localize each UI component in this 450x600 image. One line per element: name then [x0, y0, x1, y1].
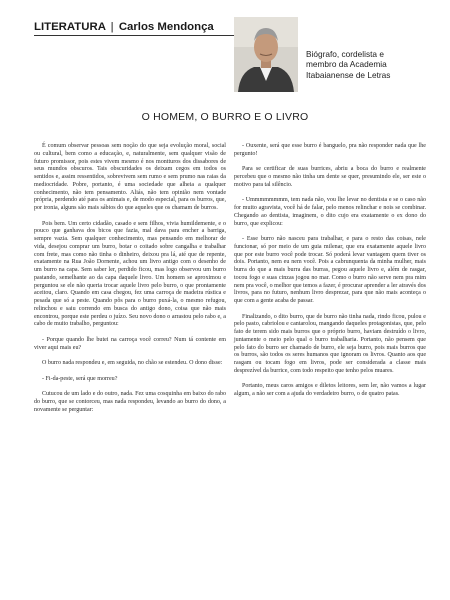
paragraph: - Porque quando lhe butei na carroça você correu? Num tá contente em viver aqui mais eu? [34, 336, 226, 351]
author-bio [306, 49, 436, 80]
paragraph: O burro nada respondeu e, em seguida, no chão se estendeu. O dono disse: [42, 360, 223, 366]
author-bio-line: membro da Academia [306, 59, 387, 70]
paragraph: Pois bem. Um certo cidadão, casado e sem filhos, vivia humildemente, e o pouco que ganhava dos bicos que fazia, mal dava para encher a barriga, sempre vazia. Sem qualquer conhecimento, mas pensando em melhorar de vida, desejou comprar um burro, botar o coitado sobre cangalha e trabalhar com frete, mas como não tinha o dinheiro, deixou pra lá, até que de repente, exatamente na Rua João Dornente, achou um livro antigo com o desenho de um burro na capa. Sem saber ler, perdido ficou, mas logo observou um burro pastando, semelhante ao da capa daquele livro. Um homem se aproximou e perguntou se ele não queria trocar aquele livro pelo burro, o que prontamente aceitou, claro. Quando em casa chegou, fez uma carroça de madeira rústica e pesada que só a peste. Quando pôs para o burro puxá-la, o mesmo refugou, relinchou e saiu correndo em busca do antigo dono, coisa que não mais encontrou, porque este perdeu o juízo. Seu novo dono o arrastou pelo rabo e, a cabo de muito trabalho, perguntou: [34, 220, 226, 328]
right-column [234, 143, 426, 407]
author-photo [234, 17, 298, 92]
paragraph: - Fi-da-peste, será que morreu? [42, 375, 118, 382]
left-column [34, 143, 226, 422]
paragraph: Cutucou de um lado e do outro, nada. Fez uma cosquinha em baixo do rabo do burro, que se contorceu, mas nada respondeu, levando ao burro do dono, a novamente se perguntar: [34, 391, 226, 413]
paragraph: É comum observar pessoas sem noção do que seja evolução moral, social ou cultural, bem como a educação, e, naturalmente, sem qualquer visão de futuro promissor, pois estes vivem mesmo é nos montturos dos dissabores de seus mundos obscuros. Tais obscuridades os deixam cegos em todos os sentidos e, assim ressentidos, sobrevivem sem rumo e sem prumo nas raias da mediocridade. Pobre, portanto, é uma sociedade que alheia a qualquer conhecimento, não tem pensamento. Aliás, não tem opinião nem vontade própria, perdendo até para os animais e, de modo especial, para os burros, que, por ironia, alguns são mais sábios do que aqueles que os chamam de burros. [34, 143, 226, 211]
header-separator: | [110, 21, 114, 33]
paragraph: - Esse burro não nasceu para trabalhar, e para o resto das coisas, nele funcionar, só por meio de um guia milenar, que era exatamente aquele livro que por este burro você pode trocar. Só poderá levar vantagem quem tiver os dois. Portanto, nem eu nem você. Pois a cabrunquenta da minha mulher, mais burra do que a mais burra das burras, pegou aquele livro e, além de rasgar, tocou fogo e suas cinzas jogou no mar. Como o burro não serve nem pra mim nem pra você, o melhor que temos a fazer, é procurar aprender a ler através dos livros, para no futuro, nenhum livro desprezar, para que não mais aconteça o que com a gente acaba de passar. [234, 236, 426, 304]
paragraph: - Ouxente, será que esse burro é banguelo, pra não responder nada que lhe pergunto! [234, 143, 426, 157]
section-label: LITERATURA [34, 21, 106, 33]
paragraph: Para se certificar de suas burrices, abriu a boca do burro e realmente percebeu que o mesmo não tinha um dente se quer, presumindo ele, ser este o motivo para tal silêncio. [234, 166, 426, 188]
paragraph: Finalizando, o dito burro, que de burro não tinha nada, rindo ficou, pulou e pelo pasto, cabriolou e cantarolou, mangando daqueles protagonistas, que, pelo fato de terem sido mais burros que o próprio burro, haviam destruído o livro, juntamente o meio pelo qual o burro trabalharia. Portanto, não pensem que pelo fato do burro ser chamado de burro, ele seja burro, pois mais burros que os burros, são todos os seres humanos que ignoram os livros. Quanto aos que rasgam ou tocam fogo em livros, pode ser considerada a classe mais desprezível da burrice, com todo respeito que tenho pelos muares. [234, 313, 426, 374]
author-bio-line: Biógrafo, cordelista e [306, 49, 384, 59]
author-name: Carlos Mendonça [118, 21, 214, 33]
paragraph: Portanto, meus caros amigos e diletos leitores, sem ler, não vamos a lugar algum, a não ser com a ajuda do verdadeiro burro, o de quatro patas. [234, 383, 426, 397]
author-bio-line: Itabaianense de Letras [306, 69, 391, 80]
section-header [34, 21, 242, 36]
paragraph: - Ummmmmmmm, tem nada não, vou lhe levar no dentista e se o caso não for muito agravista, você há de falar, pelo menos relinchar e nois se combinar. Chegando ao dentista, imaginem, o dito cujo era exatamente o ex dono do burro, que explicou: [234, 197, 426, 227]
article-title: O HOMEM, O BURRO E O LIVRO [141, 111, 309, 123]
